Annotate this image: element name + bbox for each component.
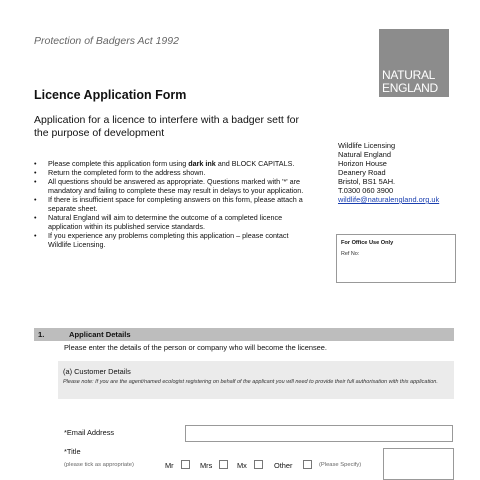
office-use-box: [336, 234, 456, 283]
address-line: T.0300 060 3900: [338, 186, 394, 195]
address-line: Natural England: [338, 150, 392, 159]
instruction-item: • If you experience any problems completing this application – please contact Wildlife Licensing.: [34, 231, 309, 249]
title-option-mrs-label: Mrs: [200, 461, 213, 470]
title-option-other-label: Other: [274, 461, 293, 470]
email-link[interactable]: wildlife@naturalengland.org.uk: [338, 195, 440, 204]
section-number: 1.: [38, 330, 45, 339]
logo-line-2: ENGLAND: [382, 81, 438, 95]
instruction-item: • All questions should be answered as appropriate. Questions marked with '*' are mandatory and failing to complete these may result in delays to your application.: [34, 177, 309, 195]
email-field[interactable]: [185, 425, 453, 442]
title-mrs-checkbox[interactable]: [219, 460, 228, 469]
section-title: Applicant Details: [69, 330, 131, 339]
instruction-item: • Natural England will aim to determine the outcome of a completed licence application within its published service standards.: [34, 213, 309, 231]
title-other-field[interactable]: [383, 448, 454, 480]
address-line: Bristol, BS1 5AH.: [338, 177, 396, 186]
natural-england-logo: [379, 29, 449, 97]
instruction-item: • Please complete this application form using dark ink and BLOCK CAPITALS.: [34, 159, 309, 168]
ref-no-label: Ref No:: [341, 251, 360, 257]
title-label: *Title: [64, 447, 81, 456]
contact-address: [338, 141, 439, 204]
instruction-list: [34, 159, 309, 249]
email-label: *Email Address: [64, 428, 115, 437]
office-use-heading: For Office Use Only: [341, 240, 394, 246]
title-other-checkbox[interactable]: [303, 460, 312, 469]
section-header: [34, 328, 454, 341]
page-title: Licence Application Form: [34, 88, 187, 102]
customer-details-title: (a) Customer Details: [63, 367, 131, 376]
instruction-item: • Return the completed form to the address shown.: [34, 168, 309, 177]
customer-details-note: Please note: If you are the agent/named ecologist registering on behalf of the applicant you will need to provide their full authorisation with this application.: [63, 379, 438, 385]
instruction-item: • If there is insufficient space for completing answers on this form, please attach a separate sheet.: [34, 195, 309, 213]
title-hint: (please tick as appropriate): [64, 462, 134, 468]
customer-details-box: [58, 361, 454, 399]
act-title: Protection of Badgers Act 1992: [34, 35, 179, 47]
title-mx-checkbox[interactable]: [254, 460, 263, 469]
address-line: Wildlife Licensing: [338, 141, 396, 150]
section-intro: Please enter the details of the person or company who will become the licensee.: [64, 343, 327, 352]
form-subtitle: Application for a licence to interfere with a badger sett for the purpose of development: [34, 114, 299, 139]
please-specify-hint: (Please Specify): [319, 462, 362, 468]
address-line: Horizon House: [338, 159, 387, 168]
title-mr-checkbox[interactable]: [181, 460, 190, 469]
address-line: Deanery Road: [338, 168, 386, 177]
title-option-mx-label: Mx: [237, 461, 247, 470]
logo-line-1: NATURAL: [382, 68, 436, 82]
title-option-mr-label: Mr: [165, 461, 174, 470]
